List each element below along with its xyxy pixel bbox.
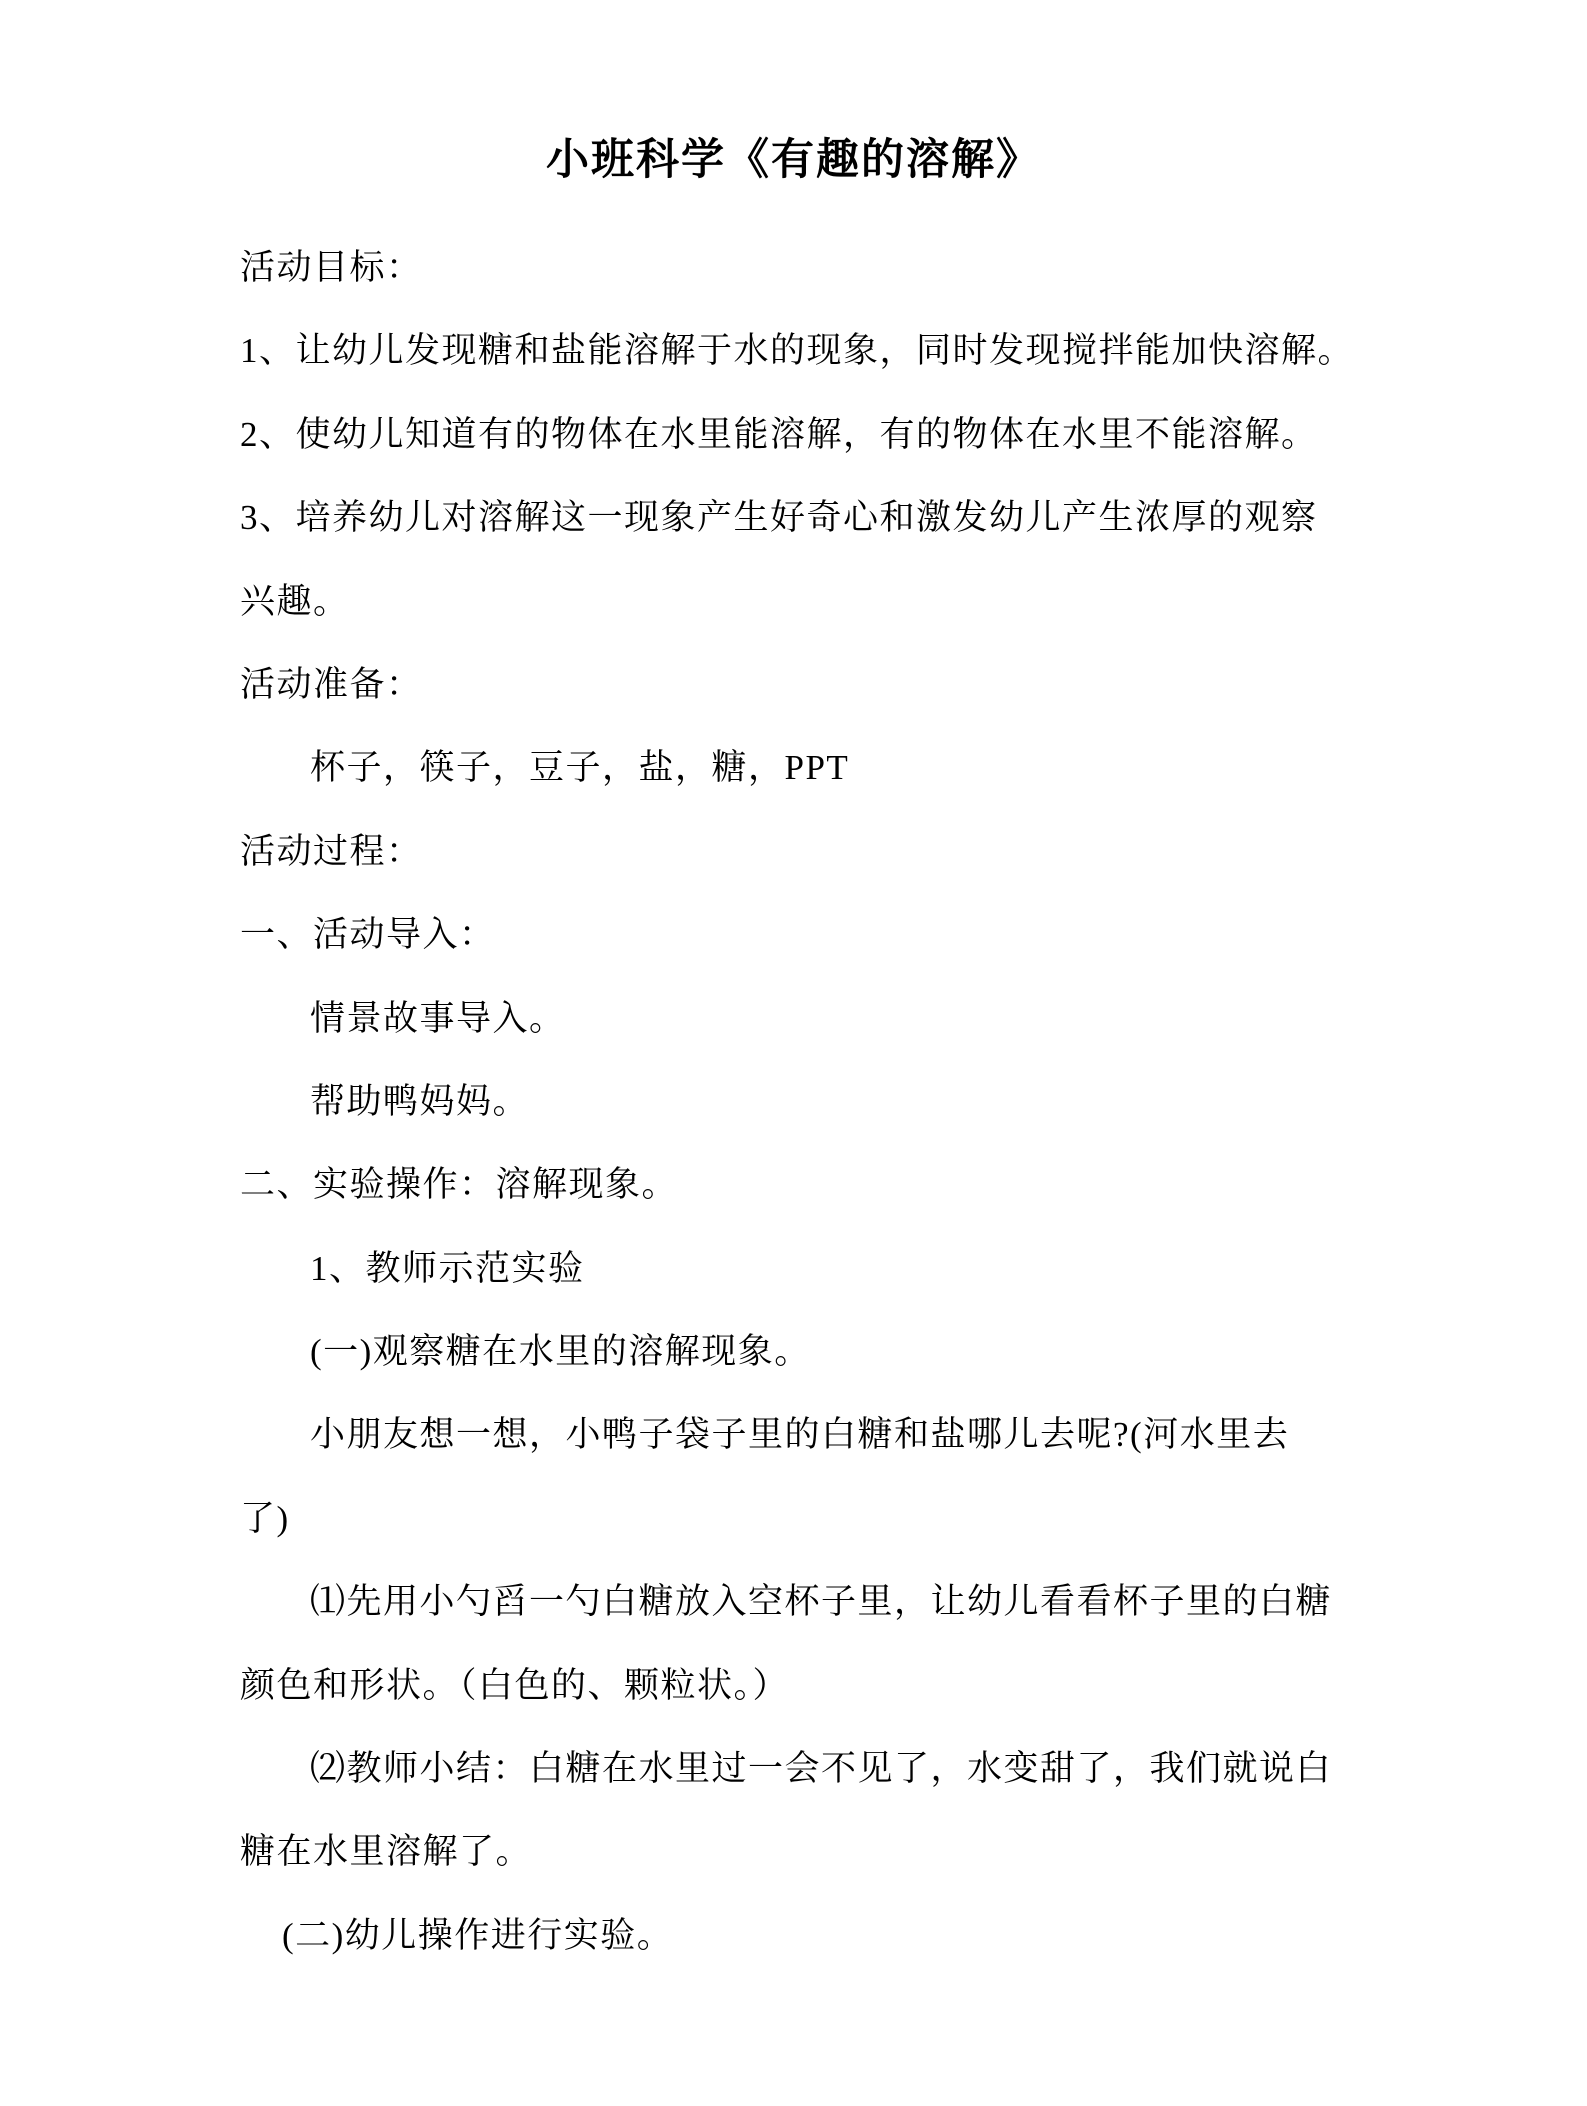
- text-line: 小朋友想一想，小鸭子袋子里的白糖和盐哪儿去呢?(河水里去: [310, 1415, 1290, 1455]
- text-line: 一、活动导入：: [240, 915, 496, 955]
- text-line: 了): [240, 1498, 290, 1538]
- text-line: 情景故事导入。: [310, 998, 566, 1038]
- text-line: (一)观察糖在水里的溶解现象。: [310, 1332, 811, 1372]
- text-line: ⑵教师小结：白糖在水里过一会不见了，水变甜了，我们就说白: [310, 1749, 1333, 1789]
- text-line: 3、培养幼儿对溶解这一现象产生好奇心和激发幼儿产生浓厚的观察: [240, 498, 1318, 538]
- text-line: ⑴先用小勺舀一勺白糖放入空杯子里，让幼儿看看杯子里的白糖: [310, 1582, 1333, 1622]
- text-line: 杯子，筷子，豆子，盐，糖，PPT: [310, 748, 850, 788]
- text-line: 兴趣。: [240, 581, 350, 621]
- text-line: (二)幼儿操作进行实验。: [282, 1915, 674, 1955]
- text-line: 活动过程：: [240, 831, 423, 871]
- text-line: 活动目标：: [240, 248, 423, 287]
- page-title: 小班科学《有趣的溶解》: [546, 137, 1041, 184]
- text-line: 活动准备：: [240, 664, 423, 704]
- text-line: 二、实验操作：溶解现象。: [240, 1165, 679, 1205]
- document-body: [240, 226, 1360, 1977]
- text-line: 帮助鸭妈妈。: [310, 1081, 530, 1121]
- text-line: 1、让幼儿发现糖和盐能溶解于水的现象，同时发现搅拌能加快溶解。: [240, 331, 1355, 371]
- text-line: 糖在水里溶解了。: [240, 1832, 533, 1872]
- text-line: 1、教师示范实验: [310, 1248, 585, 1288]
- text-line: 颜色和形状。（白色的、颗粒状。）: [240, 1665, 790, 1705]
- text-line: 2、使幼儿知道有的物体在水里能溶解，有的物体在水里不能溶解。: [240, 414, 1318, 454]
